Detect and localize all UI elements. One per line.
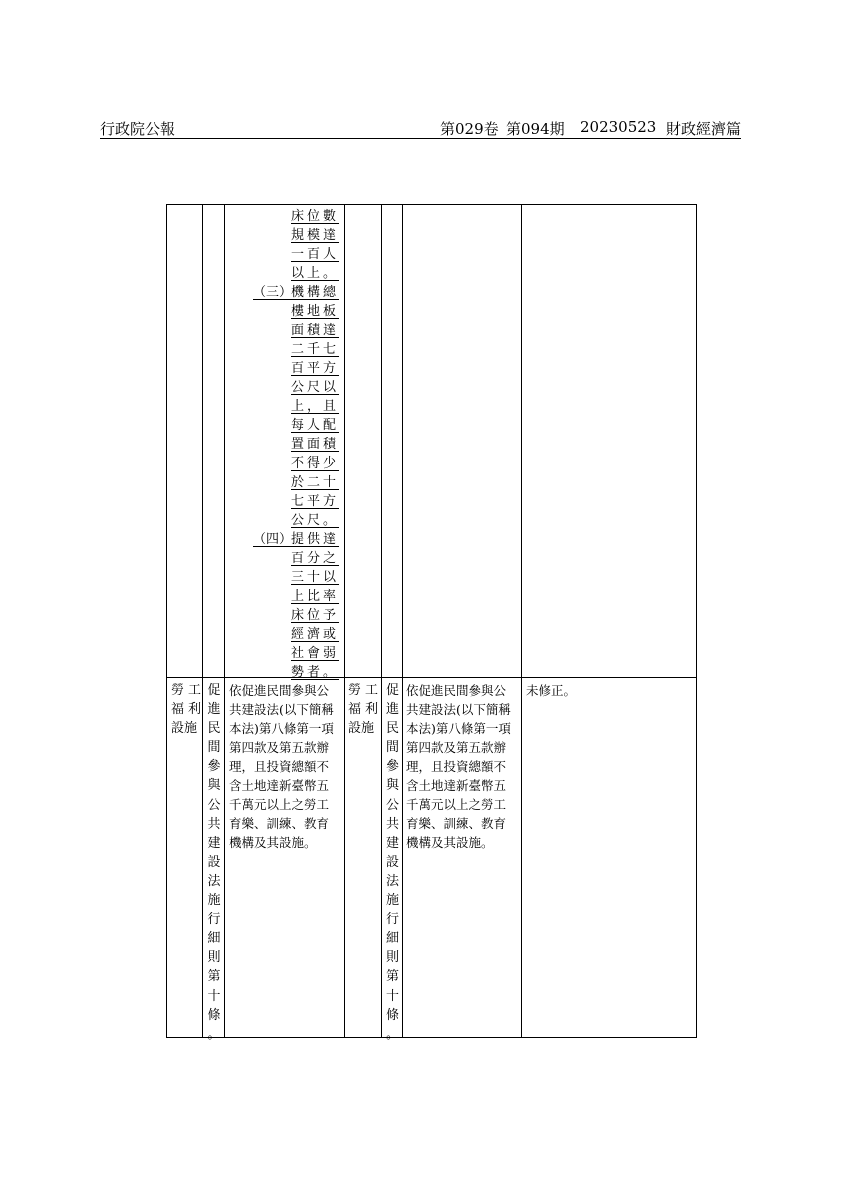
- col-divider: [521, 205, 522, 1037]
- issue-label: 第094期: [506, 120, 565, 138]
- continuation-line: 經濟或: [291, 627, 340, 642]
- category-new-line: 福利: [171, 702, 206, 717]
- basis-char: 第: [385, 969, 399, 985]
- new-text-line: 共建設法(以下簡稱: [229, 702, 334, 717]
- basis-char: 公: [385, 797, 399, 813]
- continuation-line: 百平方: [291, 361, 340, 376]
- basis-char: 行: [385, 912, 399, 928]
- continuation-line: 樓地板: [291, 304, 340, 319]
- category-new-line: 設施: [171, 721, 198, 736]
- continuation-line: 提供達: [291, 532, 340, 547]
- new-text-line: 依促進民間參與公: [229, 683, 330, 698]
- category-new-line: 勞工: [171, 683, 206, 698]
- basis-new-column: [204, 681, 224, 1044]
- col-divider: [381, 205, 382, 1037]
- old-text-line: 育樂、訓練、教育: [406, 816, 507, 831]
- continuation-line: 七平方: [291, 494, 340, 509]
- basis-char: 共: [385, 816, 399, 832]
- category-old-line: 設施: [348, 721, 375, 736]
- basis-char: 行: [207, 912, 221, 928]
- basis-char: 條: [207, 1007, 221, 1023]
- basis-char: 法: [385, 873, 399, 889]
- basis-char: 進: [385, 702, 399, 718]
- new-text-line: 含土地達新臺幣五: [229, 778, 330, 793]
- continuation-line: 勢者。: [291, 665, 340, 680]
- old-text-line: 含土地達新臺幣五: [406, 778, 507, 793]
- continuation-line: 社會弱: [291, 646, 340, 661]
- new-text-line: 千萬元以上之勞工: [229, 797, 330, 812]
- continuation-line: 床位予: [291, 608, 340, 623]
- item-marker-3: （三）: [253, 285, 293, 300]
- old-text-line: 依促進民間參與公: [406, 683, 507, 698]
- basis-char: 公: [207, 797, 221, 813]
- header-rule: [100, 138, 741, 139]
- old-text-line: 共建設法(以下簡稱: [406, 702, 511, 717]
- col-divider: [202, 205, 203, 1037]
- continuation-line: 上比率: [291, 589, 340, 604]
- old-text-line: 機構及其設施。: [406, 835, 494, 850]
- continuation-line: 公尺。: [291, 513, 340, 528]
- old-text-line: 千萬元以上之勞工: [406, 797, 507, 812]
- basis-char: 民: [385, 721, 399, 737]
- basis-char: 與: [385, 778, 399, 794]
- basis-char: 建: [385, 835, 399, 851]
- basis-char: 民: [207, 721, 221, 737]
- continuation-line: 床位數: [291, 209, 340, 224]
- continuation-line: 百分之: [291, 551, 340, 566]
- old-text-line: 本法)第八條第一項: [406, 721, 511, 736]
- basis-char: 共: [207, 816, 221, 832]
- basis-char: 施: [385, 893, 399, 909]
- new-text-line: 機構及其設施。: [229, 835, 317, 850]
- basis-char: 法: [207, 873, 221, 889]
- section-label: 財政經濟篇: [666, 120, 742, 138]
- new-text-line: 第四款及第五款辦: [229, 740, 330, 755]
- basis-char: 細: [385, 931, 399, 947]
- basis-char: 設: [207, 854, 221, 870]
- col-divider: [402, 205, 403, 1037]
- continuation-line: 於二十: [291, 475, 340, 490]
- basis-char: 。: [385, 1026, 399, 1042]
- volume-label: 第029卷: [440, 120, 499, 138]
- basis-char: 條: [385, 1007, 399, 1023]
- continuation-line: 以上。: [291, 266, 340, 281]
- basis-char: 細: [207, 931, 221, 947]
- amendment-note: 未修正。: [526, 683, 577, 698]
- item-marker-4: （四）: [253, 532, 293, 547]
- basis-char: 進: [207, 702, 221, 718]
- basis-char: 促: [207, 683, 221, 698]
- continuation-line: 不得少: [291, 456, 340, 471]
- old-text-line: 第四款及第五款辦: [406, 740, 507, 755]
- category-old-line: 福利: [348, 702, 383, 717]
- new-text-line: 本法)第八條第一項: [229, 721, 334, 736]
- basis-char: 施: [207, 893, 221, 909]
- old-text-line: 理，且投資總額不: [406, 759, 507, 774]
- col-divider: [224, 205, 225, 1037]
- basis-char: 設: [385, 854, 399, 870]
- continuation-line: 二千七: [291, 342, 340, 357]
- continuation-line: 上，且: [291, 399, 340, 414]
- continuation-line: 每人配: [291, 418, 340, 433]
- basis-old-column: [383, 681, 402, 1044]
- continuation-line: 機構總: [291, 285, 340, 300]
- continuation-line: 一百人: [291, 247, 340, 262]
- continuation-line: 面積達: [291, 323, 340, 338]
- basis-char: 參: [207, 759, 221, 775]
- continuation-line: 規模達: [291, 228, 340, 243]
- basis-char: 間: [385, 740, 399, 756]
- basis-char: 則: [385, 950, 399, 966]
- page-header: [100, 118, 741, 138]
- basis-char: 第: [207, 969, 221, 985]
- basis-char: 則: [207, 950, 221, 966]
- basis-char: 與: [207, 778, 221, 794]
- basis-char: 十: [207, 988, 221, 1004]
- basis-char: 。: [207, 1026, 221, 1042]
- new-text-line: 理，且投資總額不: [229, 759, 330, 774]
- basis-char: 參: [385, 759, 399, 775]
- basis-char: 十: [385, 988, 399, 1004]
- row-divider: [167, 677, 696, 678]
- col-divider: [344, 205, 345, 1037]
- basis-char: 促: [385, 683, 399, 698]
- publication-title: 行政院公報: [100, 120, 176, 138]
- new-text-line: 育樂、訓練、教育: [229, 816, 330, 831]
- category-old-line: 勞工: [348, 683, 383, 698]
- date-label: 20230523: [580, 118, 657, 136]
- basis-char: 建: [207, 835, 221, 851]
- continuation-line: 公尺以: [291, 380, 340, 395]
- basis-char: 間: [207, 740, 221, 756]
- continuation-line: 三十以: [291, 570, 340, 585]
- comparison-table: [166, 204, 697, 1042]
- continuation-line: 置面積: [291, 437, 340, 452]
